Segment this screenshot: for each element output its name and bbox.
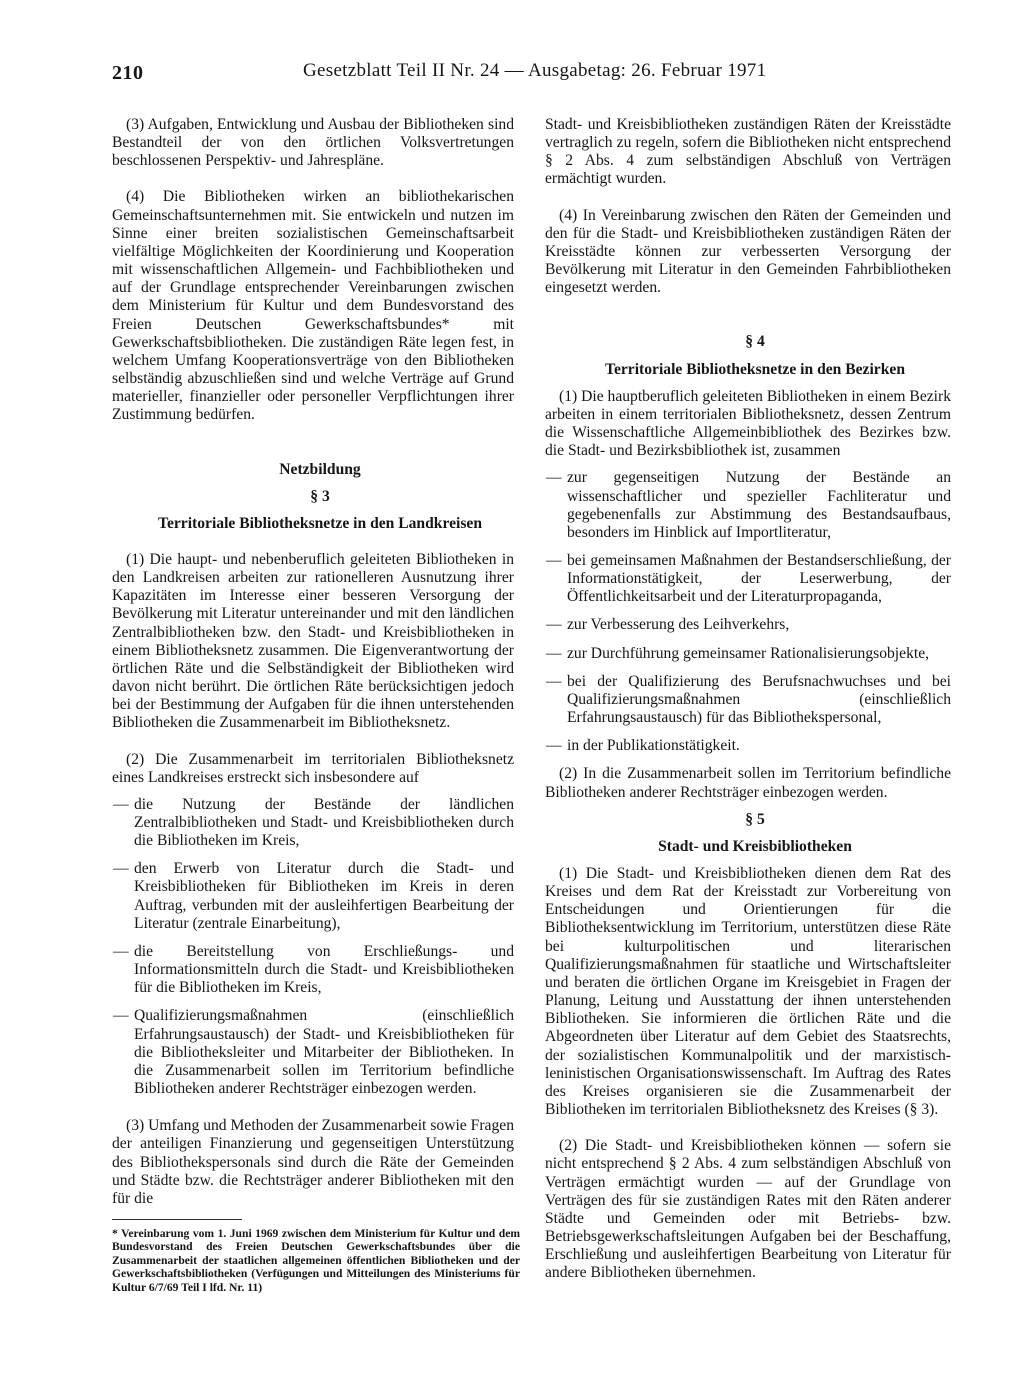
- list-item: — Qualifizierungsmaßnahmen (einschließlich Erfahrungsaustausch) der Stadt- und Kreisbibliotheken für die Bibliotheksleiter und Mitarbeiter der Bibliotheken. In die Zusammenarbeit sollen im Territorium befindliche Bibliotheken anderer Rechtsträger einbezogen werden.: [113, 1007, 514, 1098]
- paragraph-4-1: (1) Die hauptberuflich geleiteten Bibliotheken in einem Bezirk arbeiten in einem territorialen Bibliotheksnetz, dessen Zentrum die Wissenschaftliche Allgemeinbibliothek des Bezirkes bzw. die Stadt- und Bezirksbibliothek ist, zusammen: [545, 387, 951, 460]
- list-item: — den Erwerb von Literatur durch die Stadt- und Kreisbibliotheken für Bibliotheken im Kreis in deren Auftrag, verbunden mit der ausleihfertigen Bearbeitung der Literatur (zentrale Einarbeitung),: [113, 860, 514, 932]
- section-number-3: § 3: [310, 487, 330, 505]
- section-title-4: Territoriale Bibliotheksnetze in den Bezirken: [604, 360, 905, 378]
- list-3-2: [112, 796, 514, 1098]
- paragraph-3-3: (3) Umfang und Methoden der Zusammenarbeit sowie Fragen der anteiligen Finanzierung und gegenseitigen Unterstützung des Bibliothekspersonals sind durch die Räte der Gemeinden und Städte bzw. die Rechtsträger anderer Bibliotheken mit den für die: [112, 1117, 514, 1207]
- paragraph-3-1: (1) Die haupt- und nebenberuflich geleiteten Bibliotheken in den Landkreisen arbeiten zur rationelleren Ausnutzung ihrer Kapazitäten im Interesse einer besseren Versorgung der Bevölkerung mit Literatur untereinander und mit den ländlichen Zentralbibliotheken bzw. den Stadt- und Kreisbibliotheken in einem Bibliotheksnetz zusammen. Die Eigenverantwortung der örtlichen Räte und die Selbständigkeit der Bibliotheken wird davon nicht berührt. Die örtlichen Räte berücksichtigen jedoch bei der Bestimmung der Aufgaben für die ihnen unterstehenden Bibliotheken die Zusammenarbeit im Bibliotheksnetz.: [112, 550, 514, 732]
- paragraph-3-2: (2) Die Zusammenarbeit im territorialen Bibliotheksnetz eines Landkreises erstreckt sich insbesondere auf: [112, 750, 514, 786]
- list-item: — bei gemeinsamen Maßnahmen der Bestandserschließung, der Informationstätigkeit, der Leserwerbung, der Öffentlichkeitsarbeit und der Literaturpropaganda,: [546, 551, 951, 606]
- paragraph-5-2: (2) Die Stadt- und Kreisbibliotheken können — sofern sie nicht entsprechend § 2 Abs. 4 zum selbständigen Abschluß von Verträgen ermächtigt wurden — auf der Grundlage von Verträgen des für sie zuständigen Rates mit den Räten anderer Städte und Gemeinden oder mit Betriebs- bzw. Betriebsgewerkschaftsleitungen Aufgaben bei der Beschaffung, Erschließung und ausleihfertigen Bearbeitung von Literatur für andere Bibliotheken übernehmen.: [545, 1137, 951, 1282]
- heading-netzbildung: Netzbildung: [279, 460, 361, 478]
- paragraph-3-3-continued: Stadt- und Kreisbibliotheken zuständigen Räten der Kreisstädte vertraglich zu regeln, sofern die Bibliotheken nicht entsprechend § 2 Abs. 4 zum selbständigen Abschluß von Verträgen ermächtigt wurden.: [545, 116, 951, 188]
- footnote: * Vereinbarung vom 1. Juni 1969 zwischen dem Ministerium für Kultur und dem Bundesvorstand des Freien Deutschen Gewerkschaftsbundes über die Zusammenarbeit der staatlichen allgemeinen öffentlichen Bibliotheken und der Gewerkschaftsbibliotheken (Verfügungen und Mitteilungen des Ministeriums für Kultur 6/7/69 Teil I lfd. Nr. 11): [112, 1227, 520, 1294]
- paragraph-3-4: (4) In Vereinbarung zwischen den Räten der Gemeinden und den für die Stadt- und Kreisbibliotheken zuständigen Räten der Kreisstädte können zur verbesserten Versorgung der Bevölkerung mit Literatur in den Gemeinden Fahrbibliotheken eingesetzt werden.: [545, 206, 951, 297]
- list-item: — in der Publikationstätigkeit.: [546, 737, 740, 755]
- page-number: 210: [112, 62, 144, 84]
- list-item: — zur Durchführung gemeinsamer Rationalisierungsobjekte,: [546, 644, 930, 662]
- left-column: [112, 116, 514, 1208]
- list-item: — die Nutzung der Bestände der ländlichen Zentralbibliotheken und Stadt- und Kreisbibliotheken durch die Bibliotheken im Kreis,: [113, 795, 514, 850]
- paragraph-4-2: (2) In die Zusammenarbeit sollen im Territorium befindliche Bibliotheken anderer Rechtsträger einbezogen werden.: [545, 765, 951, 801]
- list-item: — zur gegenseitigen Nutzung der Bestände an wissenschaftlicher und spezieller Fachliteratur und gegebenenfalls zur Abstimmung des Bestandsaufbaus, besonders im Hinblick auf Importliteratur,: [546, 469, 951, 541]
- list-item: — bei der Qualifizierung des Berufsnachwuchses und bei Qualifizierungsmaßnahmen (einschließlich Erfahrungsaustausch) für das Bibliothekspersonal,: [546, 672, 951, 727]
- section-number-4: § 4: [745, 333, 765, 351]
- list-item: — zur Verbesserung des Leihverkehrs,: [546, 616, 790, 634]
- section-title-3: Territoriale Bibliotheksnetze in den Landkreisen: [157, 514, 483, 532]
- paragraph-2-3: (3) Aufgaben, Entwicklung und Ausbau der Bibliotheken sind Bestandteil der von den örtlichen Volksvertretungen beschlossenen Perspektiv- und Jahrespläne.: [112, 116, 514, 170]
- footnote-rule: [112, 1219, 242, 1220]
- paragraph-2-4: (4) Die Bibliotheken wirken an bibliothekarischen Gemeinschaftsunternehmen mit. Sie entwickeln und nutzen im Sinne einer breiten sozialistischen Gemeinschaftsarbeit vielfältige Möglichkeiten der Koordinierung und Kooperation mit wissenschaftlichen Allgemein- und Fachbibliotheken und auf der Grundlage entsprechender Vereinbarungen zwischen dem Ministerium für Kultur und dem Bundesvorstand des Freien Deutschen Gewerkschaftsbundes* mit Gewerkschaftsbibliotheken. Die zuständigen Räte legen fest, in welchem Umfang Kooperationsverträge von den Bibliotheken selbständig abzuschließen sind und welche Verträge auf Grund materieller, finanzieller oder personeller Verpflichtungen ihrer Zustimmung bedürfen.: [112, 188, 514, 424]
- list-item: — die Bereitstellung von Erschließungs- und Informationsmitteln durch die Stadt- und Kreisbibliotheken für die Bibliotheken im Kreis,: [113, 942, 514, 997]
- section-title-5: Stadt- und Kreisbibliotheken: [658, 837, 852, 855]
- section-number-5: § 5: [745, 810, 765, 828]
- right-column: [545, 116, 951, 1282]
- paragraph-5-1: (1) Die Stadt- und Kreisbibliotheken dienen dem Rat des Kreises und dem Rat der Kreisstadt zur Vorbereitung von Entscheidungen und Orientierungen für die Bibliotheksentwicklung im Territorium, unterstützen diese Räte bei kulturpolitischen und literarischen Qualifizierungsmaßnahmen für staatliche und Wirtschaftsleiter und beraten die örtlichen Organe im Kreisgebiet in Fragen der Planung, Leitung und Ausstattung der ihnen unterstehenden Bibliotheken. Sie informieren die örtlichen Räte und die Abgeordneten über Literatur auf dem Gebiet des Staatsrechts, der sozialistischen Kommunalpolitik und der marxistisch-leninistischen Organisationswissenschaft. Im Auftrag des Rates des Kreises organisieren sie die Zusammenarbeit der Bibliotheken im territorialen Bibliotheksnetz des Kreises (§ 3).: [545, 865, 951, 1119]
- list-4-1: [545, 469, 951, 755]
- running-head: Gesetzblatt Teil II Nr. 24 — Ausgabetag: 26. Februar 1971: [303, 60, 767, 81]
